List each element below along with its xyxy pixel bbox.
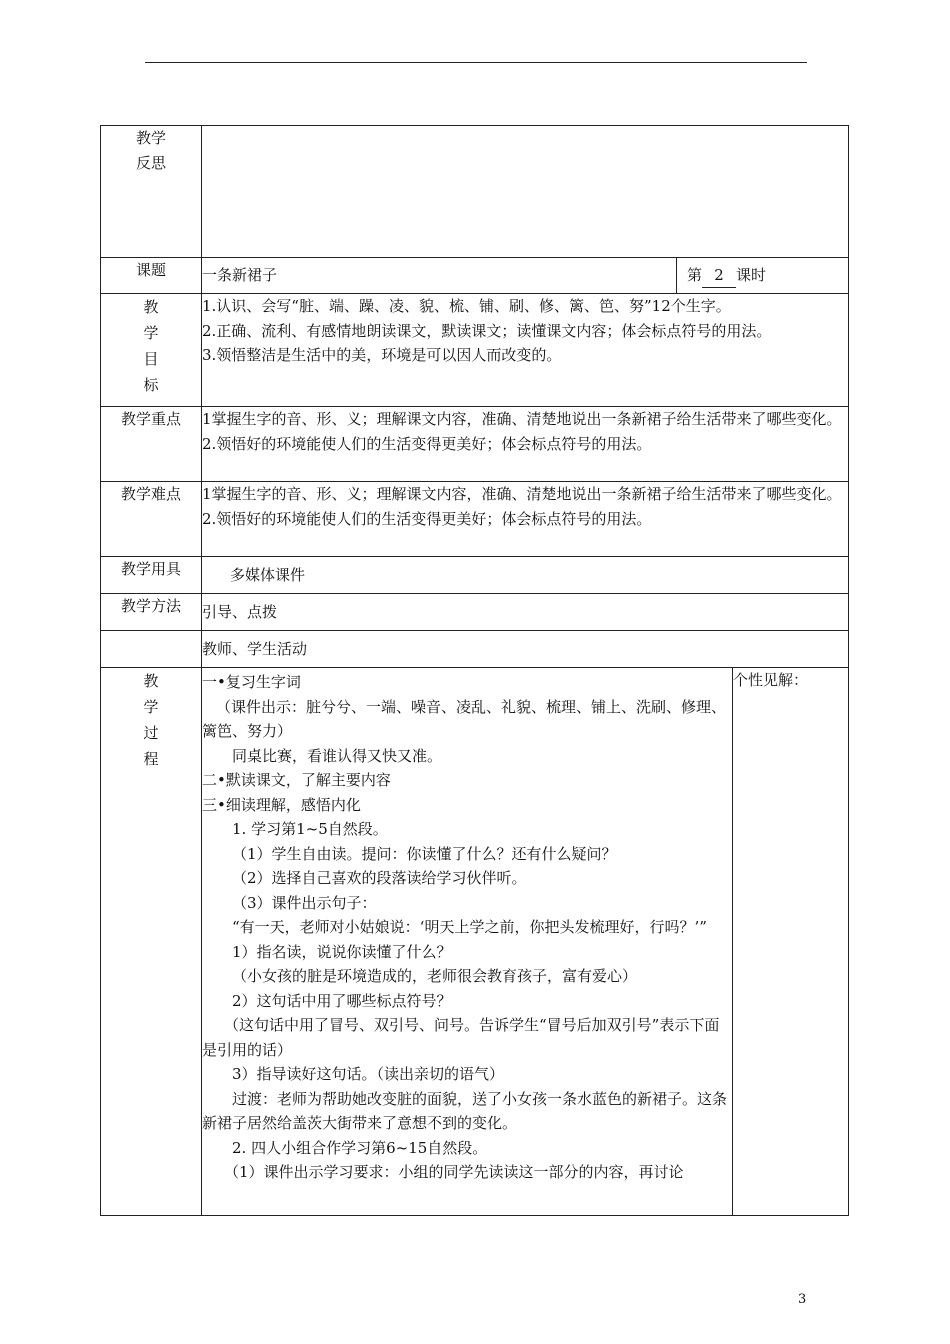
goal-item: 3.领悟整洁是生活中的美，环境是可以因人而改变的。 bbox=[202, 346, 562, 364]
period-cell bbox=[677, 258, 849, 294]
process-line: （2）选择自己喜欢的段落读给学习伙伴听。 bbox=[232, 869, 527, 887]
goals-label-char: 学 bbox=[143, 324, 159, 342]
process-label-char: 过 bbox=[143, 724, 159, 742]
tools-value: 多媒体课件 bbox=[202, 557, 849, 594]
process-line: （课件出示：脏兮兮、一端、噪音、凌乱、礼貌、梳理、铺上、洗刷、修理、篱笆、努力） bbox=[202, 697, 727, 740]
period-prefix: 第 bbox=[687, 265, 703, 284]
process-line: 二•默读课文，了解主要内容 bbox=[202, 771, 391, 789]
process-label bbox=[101, 668, 202, 1216]
difficulties-content bbox=[202, 482, 849, 557]
difficulty-item: 1掌握生字的音、形、义；理解课文内容，准确、清楚地说出一条新裙子给生活带来了哪些变化。 bbox=[202, 485, 842, 503]
reflection-label-line1: 教学 bbox=[135, 129, 166, 147]
process-line: 过渡：老师为帮助她改变脏的面貌，送了小女孩一条水蓝色的新裙子。这条新裙子居然给盖茨大街带来了意想不到的变化。 bbox=[202, 1089, 728, 1132]
reflection-content bbox=[202, 126, 849, 258]
tools-label: 教学用具 bbox=[101, 557, 202, 594]
goals-label-char: 教 bbox=[143, 298, 159, 316]
lesson-plan-table bbox=[100, 125, 849, 1216]
reflection-label bbox=[101, 126, 202, 258]
process-line: 1）指名读，说说你读懂了什么？ bbox=[232, 942, 452, 961]
reflection-row bbox=[101, 126, 849, 258]
process-line: 同桌比赛，看谁认得又快又准。 bbox=[232, 746, 443, 765]
process-line: “有一天，老师对小姑娘说：‘明天上学之前，你把头发梳理好，行吗？’” bbox=[232, 918, 707, 936]
key-points-label: 教学重点 bbox=[101, 407, 202, 482]
goals-row bbox=[101, 294, 849, 407]
topic-row bbox=[101, 258, 849, 294]
goals-label bbox=[101, 294, 202, 407]
process-content bbox=[202, 668, 733, 1216]
activities-header-empty bbox=[101, 631, 202, 668]
key-point-item: 1掌握生字的音、形、义；理解课文内容，准确、清楚地说出一条新裙子给生活带来了哪些变化。 bbox=[202, 410, 842, 428]
key-points-row bbox=[101, 407, 849, 482]
header-rule bbox=[145, 62, 807, 63]
process-label-char: 程 bbox=[143, 750, 159, 768]
period-number: 2 bbox=[702, 263, 736, 289]
difficulties-row bbox=[101, 482, 849, 557]
process-line: （1）学生自由读。提问：你读懂了什么？还有什么疑问？ bbox=[232, 844, 617, 863]
reflection-label-line2: 反思 bbox=[135, 153, 166, 172]
process-line: 3）指导读好这句话。（读出亲切的语气） bbox=[232, 1065, 505, 1083]
methods-label: 教学方法 bbox=[101, 594, 202, 631]
process-label-char: 教 bbox=[143, 672, 159, 690]
goals-label-char: 目 bbox=[143, 350, 159, 368]
process-line: 一•复习生字词 bbox=[202, 673, 301, 691]
process-line: 2）这句话中用了哪些标点符号？ bbox=[232, 991, 452, 1010]
period-suffix: 课时 bbox=[736, 265, 767, 284]
activities-header: 教师、学生活动 bbox=[202, 631, 849, 668]
process-label-char: 学 bbox=[143, 698, 159, 716]
personal-insight-cell bbox=[733, 668, 849, 1216]
process-line: （3）课件出示句子： bbox=[232, 893, 377, 912]
goals-label-char: 标 bbox=[143, 376, 159, 394]
personal-insight-label: 个性见解： bbox=[733, 671, 809, 689]
goal-item: 2.正确、流利、有感情地朗读课文，默读课文；读懂课文内容；体会标点符号的用法。 bbox=[202, 321, 772, 340]
key-points-content bbox=[202, 407, 849, 482]
methods-row bbox=[101, 594, 849, 631]
process-line: （小女孩的脏是环境造成的，老师很会教育孩子，富有爱心） bbox=[232, 967, 638, 985]
process-line: （这句话中用了冒号、双引号、问号。告诉学生“冒号后加双引号”表示下面是引用的话） bbox=[202, 1016, 720, 1059]
tools-row bbox=[101, 557, 849, 594]
difficulty-item: 2.领悟好的环境能使人们的生活变得更美好；体会标点符号的用法。 bbox=[202, 509, 652, 528]
topic-value: 一条新裙子 bbox=[202, 258, 677, 294]
process-line: 三•细读理解，感悟内化 bbox=[202, 795, 361, 814]
goal-item: 1.认识、会写“脏、端、躁、凌、貌、梳、铺、刷、修、篱、笆、努”12个生字。 bbox=[202, 297, 731, 315]
topic-label: 课题 bbox=[101, 258, 202, 294]
goals-content bbox=[202, 294, 849, 407]
difficulties-label: 教学难点 bbox=[101, 482, 202, 557]
methods-value: 引导、点拨 bbox=[202, 594, 849, 631]
process-line: （1）课件出示学习要求：小组的同学先读读这一部分的内容，再讨论 bbox=[224, 1163, 684, 1181]
activities-header-row bbox=[101, 631, 849, 668]
process-line: 1. 学习第1~5自然段。 bbox=[232, 820, 388, 838]
process-line: 2. 四人小组合作学习第6~15自然段。 bbox=[232, 1138, 488, 1157]
page-number: 3 bbox=[798, 1292, 807, 1307]
key-point-item: 2.领悟好的环境能使人们的生活变得更美好；体会标点符号的用法。 bbox=[202, 434, 652, 453]
process-row bbox=[101, 668, 849, 1216]
